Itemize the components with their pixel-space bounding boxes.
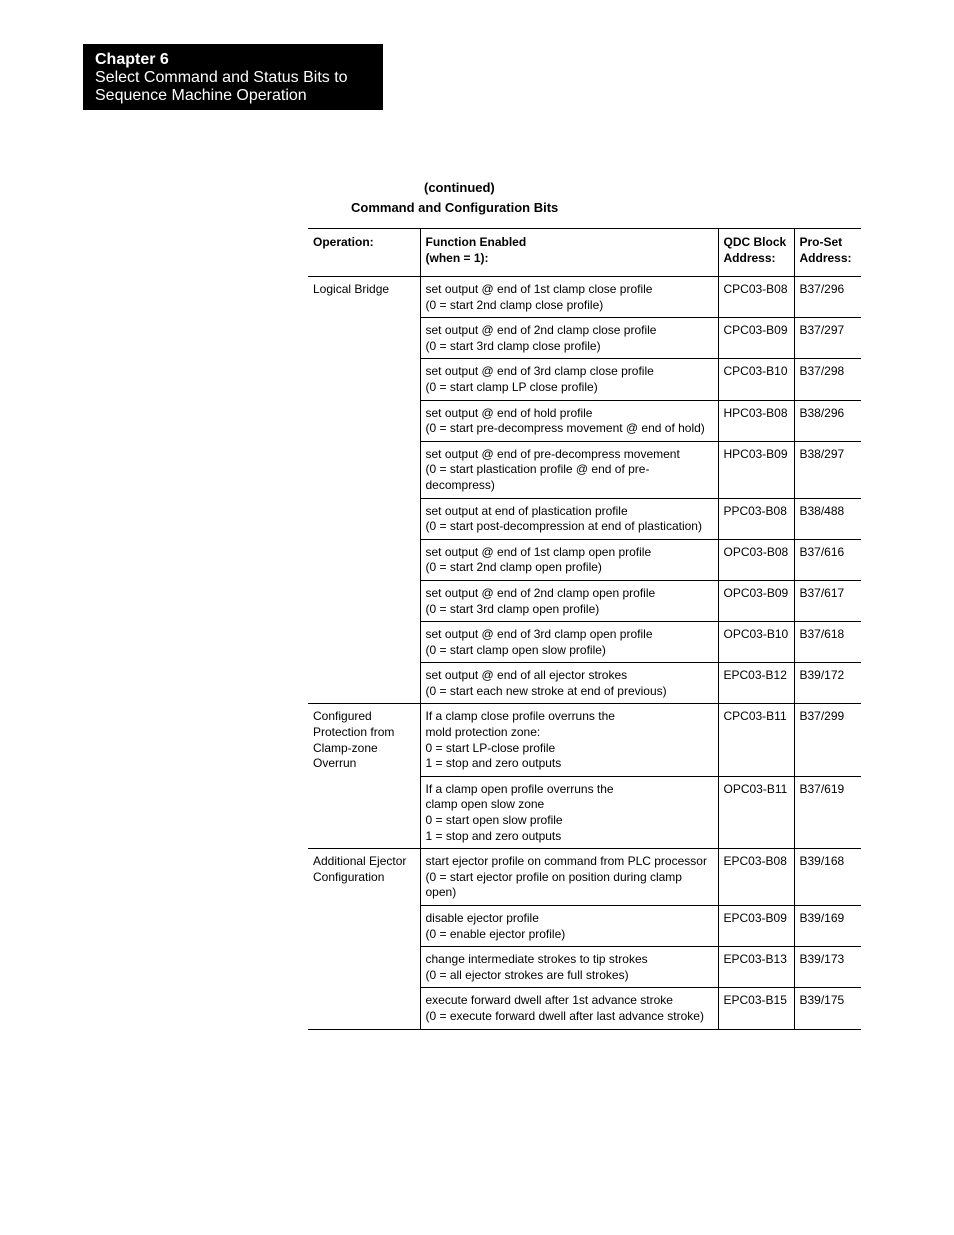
qdc-address-cell: EPC03-B12	[718, 663, 794, 704]
proset-address-cell: B37/616	[794, 539, 861, 580]
function-cell: set output @ end of pre-decompress movement (0 = start plastication profile @ end of pre-decompress)	[420, 441, 718, 498]
qdc-address-cell: OPC03-B10	[718, 622, 794, 663]
operation-cell: Logical Bridge	[308, 277, 420, 704]
proset-address-cell: B37/296	[794, 277, 861, 318]
qdc-address-cell: OPC03-B08	[718, 539, 794, 580]
table-row	[308, 704, 861, 776]
qdc-address-cell: EPC03-B15	[718, 988, 794, 1029]
table-body	[308, 277, 861, 1030]
proset-address-cell: B39/172	[794, 663, 861, 704]
function-cell: set output @ end of hold profile (0 = start pre-decompress movement @ end of hold)	[420, 400, 718, 441]
function-cell: set output @ end of 3rd clamp close profile (0 = start clamp LP close profile)	[420, 359, 718, 400]
proset-address-cell: B37/619	[794, 776, 861, 848]
qdc-address-cell: EPC03-B13	[718, 947, 794, 988]
header-operation: Operation:	[313, 235, 374, 249]
proset-address-cell: B39/175	[794, 988, 861, 1029]
proset-address-cell: B37/618	[794, 622, 861, 663]
proset-address-cell: B37/617	[794, 580, 861, 621]
function-cell: start ejector profile on command from PLC processor (0 = start ejector profile on position during clamp open)	[420, 849, 718, 906]
chapter-title-line2: Sequence Machine Operation	[95, 87, 307, 104]
proset-address-cell: B38/296	[794, 400, 861, 441]
qdc-address-cell: CPC03-B08	[718, 277, 794, 318]
function-cell: disable ejector profile (0 = enable ejector profile)	[420, 906, 718, 947]
chapter-title-line1: Select Command and Status Bits to	[95, 69, 348, 86]
header-proset-address: Pro-Set Address:	[794, 229, 861, 277]
table-row	[308, 849, 861, 906]
function-cell: If a clamp open profile overruns the clamp open slow zone 0 = start open slow profile 1 = stop and zero outputs	[420, 776, 718, 848]
proset-address-cell: B39/173	[794, 947, 861, 988]
function-cell: set output @ end of all ejector strokes (0 = start each new stroke at end of previous)	[420, 663, 718, 704]
function-cell: execute forward dwell after 1st advance stroke (0 = execute forward dwell after last advance stroke)	[420, 988, 718, 1029]
table-caption	[308, 178, 608, 218]
qdc-address-cell: CPC03-B11	[718, 704, 794, 776]
function-cell: set output at end of plastication profile (0 = start post-decompression at end of plastication)	[420, 498, 718, 539]
operation-cell: Additional Ejector Configuration	[308, 849, 420, 1029]
function-cell: If a clamp close profile overruns the mold protection zone: 0 = start LP-close profile 1 = stop and zero outputs	[420, 704, 718, 776]
operation-cell: Configured Protection from Clamp-zone Overrun	[308, 704, 420, 849]
function-cell: set output @ end of 2nd clamp open profile (0 = start 3rd clamp open profile)	[420, 580, 718, 621]
function-cell: set output @ end of 1st clamp open profile (0 = start 2nd clamp open profile)	[420, 539, 718, 580]
table-header-row	[308, 229, 861, 277]
proset-address-cell: B38/488	[794, 498, 861, 539]
chapter-header	[83, 44, 383, 110]
function-cell: change intermediate strokes to tip strokes (0 = all ejector strokes are full strokes)	[420, 947, 718, 988]
qdc-address-cell: PPC03-B08	[718, 498, 794, 539]
proset-address-cell: B39/168	[794, 849, 861, 906]
proset-address-cell: B38/297	[794, 441, 861, 498]
qdc-address-cell: OPC03-B09	[718, 580, 794, 621]
qdc-address-cell: HPC03-B09	[718, 441, 794, 498]
qdc-address-cell: CPC03-B09	[718, 318, 794, 359]
continued-label: (continued)	[424, 180, 495, 195]
table-row	[308, 277, 861, 318]
command-bits-table	[308, 228, 861, 1030]
qdc-address-cell: EPC03-B09	[718, 906, 794, 947]
function-cell: set output @ end of 2nd clamp close profile (0 = start 3rd clamp close profile)	[420, 318, 718, 359]
proset-address-cell: B37/299	[794, 704, 861, 776]
table-title: Command and Configuration Bits	[351, 200, 559, 215]
header-function: Function Enabled (when = 1):	[420, 229, 718, 277]
chapter-number: Chapter 6	[95, 51, 169, 68]
header-qdc-address: QDC Block Address:	[718, 229, 794, 277]
qdc-address-cell: OPC03-B11	[718, 776, 794, 848]
function-cell: set output @ end of 3rd clamp open profile (0 = start clamp open slow profile)	[420, 622, 718, 663]
proset-address-cell: B39/169	[794, 906, 861, 947]
qdc-address-cell: HPC03-B08	[718, 400, 794, 441]
qdc-address-cell: EPC03-B08	[718, 849, 794, 906]
function-cell: set output @ end of 1st clamp close profile (0 = start 2nd clamp close profile)	[420, 277, 718, 318]
proset-address-cell: B37/298	[794, 359, 861, 400]
qdc-address-cell: CPC03-B10	[718, 359, 794, 400]
proset-address-cell: B37/297	[794, 318, 861, 359]
